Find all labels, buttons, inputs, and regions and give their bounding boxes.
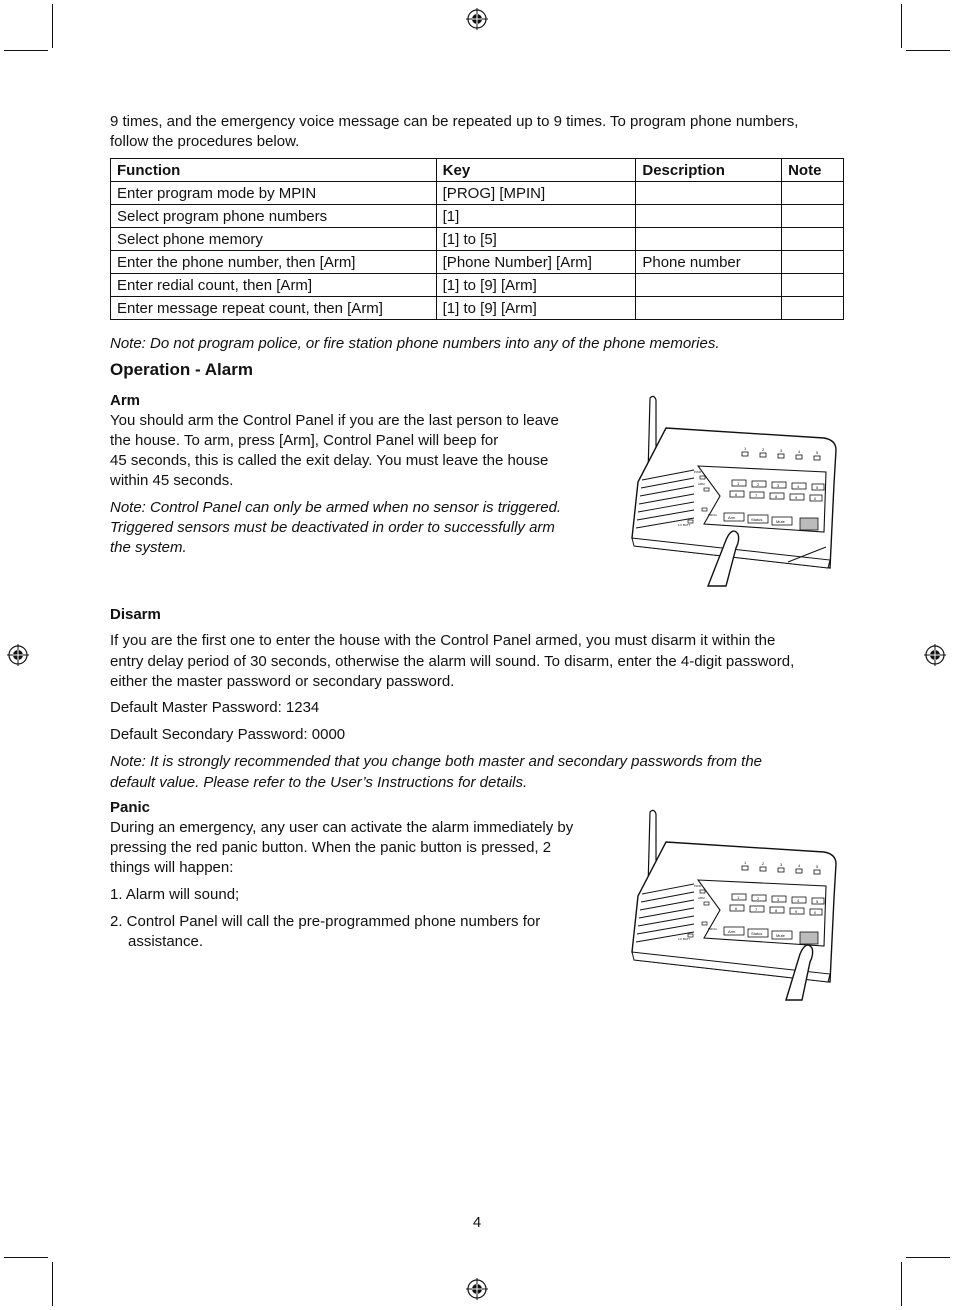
arm-note bbox=[110, 498, 620, 558]
table-note: Note: Do not program police, or fire station phone numbers into any of the phone memories. bbox=[110, 335, 720, 352]
table-cell: Enter message repeat count, then [Arm] bbox=[111, 297, 437, 320]
key-label: 4 bbox=[797, 898, 800, 903]
list-item bbox=[110, 885, 620, 905]
key-label: 7 bbox=[755, 907, 758, 912]
intro-paragraph bbox=[110, 112, 870, 152]
control-panel-panic-illustration bbox=[628, 806, 840, 1002]
panic-body-line: things will happen: bbox=[110, 859, 234, 876]
disarm-body-line: If you are the first one to enter the house with the Control Panel armed, you must disarm it within the bbox=[110, 632, 776, 649]
table-cell: [Phone Number] [Arm] bbox=[436, 251, 636, 274]
step-text: assistance. bbox=[128, 933, 204, 950]
panic-body-line: During an emergency, any user can activate the alarm immediately by bbox=[110, 819, 574, 836]
disarm-note-line: default value. Please refer to the User’s Instructions for details. bbox=[110, 774, 528, 791]
table-cell: [1] bbox=[436, 205, 636, 228]
disarm-body-line: either the master password or secondary password. bbox=[110, 673, 455, 690]
intro-line: 9 times, and the emergency voice message can be repeated up to 9 times. To program phone numbers, bbox=[110, 113, 799, 130]
key-label: 1 bbox=[737, 895, 740, 900]
panic-steps-list bbox=[110, 885, 620, 952]
crop-mark bbox=[52, 1262, 53, 1306]
table-cell bbox=[636, 228, 782, 251]
panic-heading: Panic bbox=[110, 799, 151, 816]
crop-mark bbox=[906, 1257, 950, 1258]
key-label: 4 bbox=[797, 484, 800, 489]
table-cell: Enter program mode by MPIN bbox=[111, 182, 437, 205]
table-row bbox=[111, 182, 844, 205]
registration-mark-icon bbox=[924, 644, 946, 666]
key-label: 8 bbox=[775, 494, 778, 499]
led-label: LO BATT bbox=[678, 937, 691, 941]
key-label: 6 bbox=[735, 906, 738, 911]
table-cell: Select program phone numbers bbox=[111, 205, 437, 228]
table-cell: [1] to [5] bbox=[436, 228, 636, 251]
column-header: Key bbox=[436, 159, 636, 182]
secondary-password: Default Secondary Password: 0000 bbox=[110, 726, 346, 743]
list-item bbox=[110, 912, 620, 952]
zone-label: 1 bbox=[744, 860, 747, 865]
table-cell bbox=[782, 182, 844, 205]
zone-label: 4 bbox=[798, 449, 801, 454]
arm-body-line: the house. To arm, press [Arm], Control Panel will beep for bbox=[110, 432, 499, 449]
table-cell bbox=[636, 274, 782, 297]
step-text: 1. Alarm will sound; bbox=[110, 886, 240, 903]
crop-mark bbox=[4, 50, 48, 51]
disarm-heading: Disarm bbox=[110, 606, 161, 623]
table-cell: Select phone memory bbox=[111, 228, 437, 251]
key-label: 7 bbox=[755, 493, 758, 498]
arm-heading: Arm bbox=[110, 392, 141, 409]
crop-mark bbox=[906, 50, 950, 51]
arm-note-line: Triggered sensors must be deactivated in order to successfully arm bbox=[110, 519, 555, 536]
table-cell: [PROG] [MPIN] bbox=[436, 182, 636, 205]
panel-button-label: Arm bbox=[728, 929, 736, 934]
zone-label: 3 bbox=[780, 448, 783, 453]
table-row bbox=[111, 228, 844, 251]
panel-button-label: Status bbox=[751, 517, 763, 522]
table-cell bbox=[636, 182, 782, 205]
table-row bbox=[111, 297, 844, 320]
led-label: ARM bbox=[698, 896, 705, 900]
registration-mark-icon bbox=[466, 8, 488, 30]
arm-note-line: Note: Control Panel can only be armed when no sensor is triggered. bbox=[110, 499, 562, 516]
table-cell bbox=[782, 274, 844, 297]
table-cell: Enter redial count, then [Arm] bbox=[111, 274, 437, 297]
table-cell bbox=[782, 297, 844, 320]
key-label: 3 bbox=[777, 483, 780, 488]
key-label: 5 bbox=[816, 485, 819, 490]
key-label: 8 bbox=[775, 908, 778, 913]
key-label: 1 bbox=[737, 481, 740, 486]
led-label: LO BATT bbox=[678, 523, 691, 527]
column-header: Description bbox=[636, 159, 782, 182]
table-cell bbox=[782, 228, 844, 251]
disarm-note-line: Note: It is strongly recommended that you change both master and secondary passwords from the bbox=[110, 753, 763, 770]
table-cell: [1] to [9] [Arm] bbox=[436, 297, 636, 320]
disarm-note bbox=[110, 751, 870, 793]
key-label: 3 bbox=[777, 897, 780, 902]
key-label: 2 bbox=[757, 896, 760, 901]
zone-label: 2 bbox=[762, 861, 765, 866]
panel-button-label: Mute bbox=[776, 933, 785, 938]
panic-body bbox=[110, 818, 620, 878]
table-row bbox=[111, 205, 844, 228]
arm-body bbox=[110, 411, 620, 491]
step-text: 2. Control Panel will call the pre-programmed phone numbers for bbox=[110, 913, 541, 930]
intro-line: follow the procedures below. bbox=[110, 133, 300, 150]
key-label: 0 bbox=[814, 496, 817, 501]
table-row bbox=[111, 251, 844, 274]
table-cell bbox=[636, 297, 782, 320]
arm-body-line: 45 seconds, this is called the exit delay. You must leave the house bbox=[110, 452, 549, 469]
column-header: Function bbox=[111, 159, 437, 182]
key-label: 6 bbox=[735, 492, 738, 497]
registration-mark-icon bbox=[466, 1278, 488, 1300]
zone-label: 1 bbox=[744, 446, 747, 451]
crop-mark bbox=[901, 1262, 902, 1306]
arm-note-line: the system. bbox=[110, 539, 187, 556]
program-phone-table bbox=[110, 158, 844, 320]
key-label: 0 bbox=[814, 910, 817, 915]
table-row bbox=[111, 274, 844, 297]
led-label: PWR bbox=[694, 470, 701, 474]
page-number: 4 bbox=[472, 1214, 482, 1231]
section-title: Operation - Alarm bbox=[110, 360, 253, 379]
panic-body-line: pressing the red panic button. When the panic button is pressed, 2 bbox=[110, 839, 552, 856]
crop-mark bbox=[4, 1257, 48, 1258]
master-password: Default Master Password: 1234 bbox=[110, 699, 320, 716]
table-header-row bbox=[111, 159, 844, 182]
table-cell bbox=[636, 205, 782, 228]
led-label: PWR bbox=[694, 884, 701, 888]
zone-label: 4 bbox=[798, 863, 801, 868]
panel-button-label: Mute bbox=[776, 519, 785, 524]
column-header: Note bbox=[782, 159, 844, 182]
key-label: 2 bbox=[757, 482, 760, 487]
crop-mark bbox=[901, 4, 902, 48]
led-label: PROG bbox=[708, 513, 717, 517]
panel-button-label: Arm bbox=[728, 515, 736, 520]
zone-label: 5 bbox=[816, 450, 819, 455]
panel-button-label: Status bbox=[751, 931, 763, 936]
key-label: 9 bbox=[795, 495, 798, 500]
zone-label: 3 bbox=[780, 862, 783, 867]
table-cell bbox=[782, 205, 844, 228]
arm-body-line: within 45 seconds. bbox=[110, 472, 234, 489]
arm-body-line: You should arm the Control Panel if you are the last person to leave bbox=[110, 412, 559, 429]
table-cell: [1] to [9] [Arm] bbox=[436, 274, 636, 297]
key-label: 9 bbox=[795, 909, 798, 914]
zone-label: 2 bbox=[762, 447, 765, 452]
crop-mark bbox=[52, 4, 53, 48]
zone-label: 5 bbox=[816, 864, 819, 869]
registration-mark-icon bbox=[7, 644, 29, 666]
disarm-body-line: entry delay period of 30 seconds, otherwise the alarm will sound. To disarm, enter the 4-digit password, bbox=[110, 652, 795, 670]
led-label: ARM bbox=[698, 482, 705, 486]
table-cell bbox=[782, 251, 844, 274]
table-cell: Phone number bbox=[636, 251, 782, 274]
disarm-body bbox=[110, 631, 870, 693]
control-panel-arm-illustration bbox=[628, 392, 840, 588]
key-label: 5 bbox=[816, 899, 819, 904]
led-label: PROG bbox=[708, 927, 717, 931]
table-cell: Enter the phone number, then [Arm] bbox=[111, 251, 437, 274]
